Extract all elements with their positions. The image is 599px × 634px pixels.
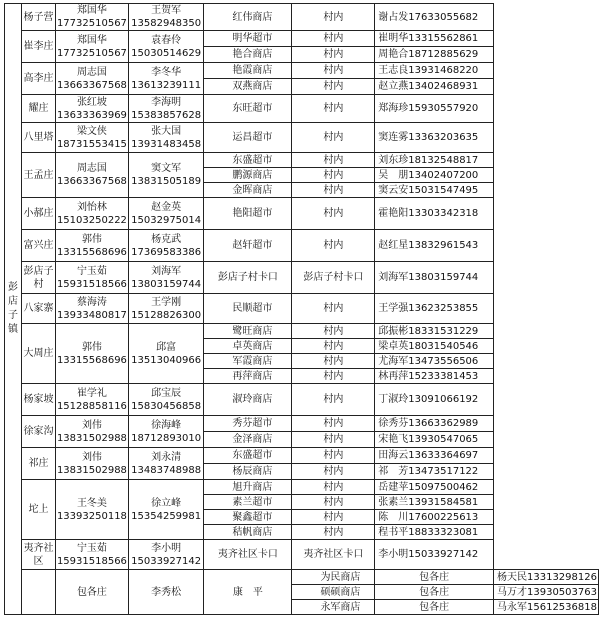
table-row <box>5 123 599 153</box>
shop-name: 金晖商店 <box>204 183 292 198</box>
shop-location: 村内 <box>292 480 375 495</box>
person1 <box>55 4 128 31</box>
shop-location: 村内 <box>292 324 375 339</box>
shop-location: 村内 <box>292 354 375 369</box>
town-cell: 彭店子镇 <box>5 4 22 615</box>
contact: 陈 川17600225613 <box>375 510 494 525</box>
contact: 马万才13930503763 <box>494 585 599 600</box>
contact: 徐秀芬13663362989 <box>375 416 494 432</box>
person2-line: 13803159744 <box>131 278 202 290</box>
person2-line: 王学刚 <box>151 296 182 308</box>
person1 <box>55 123 128 153</box>
shop-location: 村内 <box>292 339 375 354</box>
shop-location: 村内 <box>292 230 375 262</box>
person1-line: 崔学礼 <box>76 387 107 399</box>
shop-location: 村内 <box>292 153 375 168</box>
shop-name: 军霞商店 <box>204 354 292 369</box>
shop-location: 村内 <box>292 31 375 47</box>
person1-line: 13633363969 <box>56 109 127 121</box>
person1-line: 宁玉茹 <box>76 265 107 277</box>
contact: 梁卓英18031540546 <box>375 339 494 354</box>
person1-line: 13663367568 <box>56 79 127 91</box>
person1-line: 宁玉茹 <box>76 542 107 554</box>
person2 <box>128 63 203 95</box>
shop-name: 运昌超市 <box>204 123 292 153</box>
table-row <box>5 294 599 324</box>
person1-line: 刘怡林 <box>76 201 107 213</box>
shop-location: 村内 <box>292 384 375 416</box>
person2-line: 赵金英 <box>151 201 182 213</box>
shop-name: 卓英商店 <box>204 339 292 354</box>
shop-location: 彭店子村卡口 <box>292 262 375 294</box>
contact: 郑海珍15930557920 <box>375 95 494 123</box>
table-row <box>5 31 599 47</box>
village-name: 杨子营 <box>22 4 56 31</box>
person1 <box>55 95 128 123</box>
shop-name: 硕硕商店 <box>292 585 375 600</box>
town-cell-next <box>22 570 56 615</box>
shop-location: 包各庄 <box>375 570 494 585</box>
contact: 岳建苹15097500462 <box>375 480 494 495</box>
shop-location: 村内 <box>292 95 375 123</box>
person1-line: 郑国华 <box>76 34 107 46</box>
person2-line: 李海明 <box>151 96 182 108</box>
person2-line: 15128826300 <box>131 309 202 321</box>
person2-line: 李小明 <box>151 542 182 554</box>
shop-name: 永军商店 <box>292 600 375 615</box>
contact: 丁淑玲13091066192 <box>375 384 494 416</box>
person2 <box>128 448 203 480</box>
person2 <box>128 4 203 31</box>
person2-line: 15033927142 <box>131 555 202 567</box>
shop-location: 村内 <box>292 168 375 183</box>
person1-line: 13831502988 <box>56 464 127 476</box>
person2-line: 邱富 <box>156 341 177 353</box>
contact: 王学强13623253855 <box>375 294 494 324</box>
shop-location: 村内 <box>292 369 375 384</box>
person2-line: 徐立峰 <box>151 497 182 509</box>
shop-name: 为民商店 <box>292 570 375 585</box>
village-name: 包各庄 <box>55 570 128 615</box>
person2-line: 17369583386 <box>131 246 202 258</box>
person1-line: 13315568696 <box>56 246 127 258</box>
person1-line: 13933480817 <box>56 309 127 321</box>
person2 <box>128 416 203 448</box>
person2-line: 刘海军 <box>151 265 182 277</box>
person2-line: 15383857628 <box>131 109 202 121</box>
person2 <box>128 384 203 416</box>
person2-line: 张大国 <box>151 125 182 137</box>
table-row <box>5 570 599 585</box>
person2 <box>128 153 203 198</box>
table-row <box>5 4 599 31</box>
village-name: 小郝庄 <box>22 198 56 230</box>
person2 <box>128 198 203 230</box>
village-name: 杨家坡 <box>22 384 56 416</box>
village-name: 耀庄 <box>22 95 56 123</box>
person1 <box>55 153 128 198</box>
shop-location: 夷齐社区卡口 <box>292 540 375 570</box>
shop-location: 村内 <box>292 79 375 95</box>
person1-line: 13393250118 <box>56 510 127 522</box>
contact: 谢占发17633055682 <box>375 4 494 31</box>
shop-name: 红伟商店 <box>204 4 292 31</box>
village-name: 八家寨 <box>22 294 56 324</box>
shop-location: 村内 <box>292 123 375 153</box>
contact: 周艳合18712885629 <box>375 47 494 63</box>
table-row <box>5 416 599 432</box>
shop-location: 村内 <box>292 448 375 464</box>
shop-name: 艳合商店 <box>204 47 292 63</box>
village-name: 崔李庄 <box>22 31 56 63</box>
person1 <box>55 294 128 324</box>
person1-line: 15931518566 <box>56 555 127 567</box>
shop-name: 淑玲商店 <box>204 384 292 416</box>
shop-location: 村内 <box>292 525 375 540</box>
contact: 刘东珍18132548817 <box>375 153 494 168</box>
shop-location: 村内 <box>292 495 375 510</box>
shop-location: 村内 <box>292 47 375 63</box>
table-row <box>5 324 599 339</box>
person2-line: 13613239111 <box>131 79 202 91</box>
shop-name: 彭店子村卡口 <box>204 262 292 294</box>
shop-location: 村内 <box>292 416 375 432</box>
person2-line: 刘永清 <box>151 451 182 463</box>
person1 <box>55 324 128 384</box>
person2-line: 15030514629 <box>131 47 202 59</box>
contact: 窦连雾13363203635 <box>375 123 494 153</box>
table-row <box>5 95 599 123</box>
shop-name: 夷齐社区卡口 <box>204 540 292 570</box>
contact: 张素兰13931584581 <box>375 495 494 510</box>
shop-name: 明华超市 <box>204 31 292 47</box>
person2-line: 13582948350 <box>131 18 202 29</box>
person1-line: 18731553415 <box>56 138 127 150</box>
person2 <box>128 31 203 63</box>
table-row <box>5 384 599 416</box>
contact: 杨天民13313298126 <box>494 570 599 585</box>
contact: 刘海军13803159744 <box>375 262 494 294</box>
contact: 李小明15033927142 <box>375 540 494 570</box>
table-row <box>5 63 599 79</box>
contact: 崔明华13315562861 <box>375 31 494 47</box>
shop-name: 旭升商店 <box>204 480 292 495</box>
person2-line: 徐海峰 <box>151 419 182 431</box>
person1-line: 郭伟 <box>81 341 102 353</box>
village-name: 祁庄 <box>22 448 56 480</box>
person1-line: 郑国华 <box>76 5 107 16</box>
contact: 邱振彬18331531229 <box>375 324 494 339</box>
person2 <box>128 123 203 153</box>
person1-line: 蔡海涛 <box>76 296 107 308</box>
shop-name: 再萍商店 <box>204 369 292 384</box>
person1-line: 13663367568 <box>56 176 127 187</box>
table-row <box>5 230 599 262</box>
village-name: 富兴庄 <box>22 230 56 262</box>
shop-name: 聚鑫超市 <box>204 510 292 525</box>
shop-name: 金泽商店 <box>204 432 292 448</box>
person1-line: 13315568696 <box>56 354 127 366</box>
shop-name: 民顺超市 <box>204 294 292 324</box>
shop-location: 包各庄 <box>375 585 494 600</box>
village-name: 大周庄 <box>22 324 56 384</box>
shop-location: 村内 <box>292 183 375 198</box>
person2-line: 13831505189 <box>131 176 202 187</box>
contact: 田海云13633364697 <box>375 448 494 464</box>
person1 <box>55 63 128 95</box>
shop-name: 东旺超市 <box>204 95 292 123</box>
person1-line: 李秀松 <box>151 586 182 598</box>
person2 <box>128 262 203 294</box>
person2-line: 13513040966 <box>131 354 202 366</box>
person1-line: 周志国 <box>76 66 107 78</box>
person1 <box>128 570 203 615</box>
person2 <box>128 230 203 262</box>
shop-name: 杨辰商店 <box>204 464 292 480</box>
person1-line: 梁文侠 <box>76 125 107 137</box>
person1 <box>55 230 128 262</box>
contact: 赵红星13832961543 <box>375 230 494 262</box>
person2-line: 杨克武 <box>151 233 182 245</box>
shop-name: 东盛超市 <box>204 448 292 464</box>
person2-line: 15032975014 <box>131 214 202 226</box>
person2 <box>204 570 292 615</box>
person1-line: 张红坡 <box>76 96 107 108</box>
table-row <box>5 262 599 294</box>
person1 <box>55 416 128 448</box>
contact: 宋艳飞13930547065 <box>375 432 494 448</box>
person1-line: 15103250222 <box>56 214 127 226</box>
person1-line: 17732510567 <box>56 18 127 29</box>
table-row <box>5 153 599 168</box>
person2-line: 15354259981 <box>131 510 202 522</box>
person2-line: 邱宝辰 <box>151 387 182 399</box>
contact: 王志良13931468220 <box>375 63 494 79</box>
shop-name: 艳阳超市 <box>204 198 292 230</box>
person2-line: 康 平 <box>232 586 263 598</box>
person2 <box>128 95 203 123</box>
person2-line: 13931483458 <box>131 138 202 150</box>
shop-location: 村内 <box>292 432 375 448</box>
table-row <box>5 540 599 570</box>
contact: 林再萍15233381453 <box>375 369 494 384</box>
contact: 窦云安15031547495 <box>375 183 494 198</box>
contact: 吴 朋13402407200 <box>375 168 494 183</box>
table-row <box>5 448 599 464</box>
person2-line: 王贺军 <box>151 5 182 16</box>
village-name: 坨上 <box>22 480 56 540</box>
shop-name: 秀芬超市 <box>204 416 292 432</box>
contact: 马永军15612536818 <box>494 600 599 615</box>
person1-line: 15128858116 <box>56 400 127 412</box>
person2-line: 15830456858 <box>131 400 202 412</box>
person2 <box>128 540 203 570</box>
shop-name: 双燕商店 <box>204 79 292 95</box>
table-row <box>5 198 599 230</box>
person1 <box>55 198 128 230</box>
person2-line: 袁春伶 <box>151 34 182 46</box>
person2 <box>128 294 203 324</box>
shop-location: 村内 <box>292 4 375 31</box>
shop-location: 村内 <box>292 294 375 324</box>
person1 <box>55 448 128 480</box>
shop-name: 鹏源商店 <box>204 168 292 183</box>
person2 <box>128 480 203 540</box>
shop-location: 村内 <box>292 63 375 79</box>
person1-line: 13831502988 <box>56 432 127 444</box>
contact: 祁 芳13473517122 <box>375 464 494 480</box>
shop-name: 素兰超市 <box>204 495 292 510</box>
shop-name: 秸帆商店 <box>204 525 292 540</box>
person1-line: 周志国 <box>76 163 107 174</box>
person1-line: 刘伟 <box>81 419 102 431</box>
village-shop-table <box>4 3 599 615</box>
person2-line: 窦文军 <box>151 163 182 174</box>
person1 <box>55 384 128 416</box>
shop-location: 包各庄 <box>375 600 494 615</box>
contact: 霍艳阳13303342318 <box>375 198 494 230</box>
shop-location: 村内 <box>292 510 375 525</box>
table-row <box>5 480 599 495</box>
person2-line: 18712893010 <box>131 432 202 444</box>
person1 <box>55 540 128 570</box>
person1-line: 王冬美 <box>76 497 107 509</box>
village-name: 高李庄 <box>22 63 56 95</box>
village-name: 彭店子村 <box>22 262 56 294</box>
person1-line: 刘伟 <box>81 451 102 463</box>
shop-name: 赵轩超市 <box>204 230 292 262</box>
person2-line: 李冬华 <box>151 66 182 78</box>
village-name: 八里塔 <box>22 123 56 153</box>
contact: 程书平18833323081 <box>375 525 494 540</box>
person1 <box>55 480 128 540</box>
village-name: 夷齐社区 <box>22 540 56 570</box>
person1-line: 郭伟 <box>81 233 102 245</box>
contact: 赵立燕13402468931 <box>375 79 494 95</box>
village-name: 徐家沟 <box>22 416 56 448</box>
shop-location: 村内 <box>292 464 375 480</box>
contact: 尤海军13473556506 <box>375 354 494 369</box>
person1 <box>55 31 128 63</box>
person2 <box>128 324 203 384</box>
person2-line: 13483748988 <box>131 464 202 476</box>
person1-line: 17732510567 <box>56 47 127 59</box>
shop-name: 东盛超市 <box>204 153 292 168</box>
shop-location: 村内 <box>292 198 375 230</box>
person1 <box>55 262 128 294</box>
shop-name: 鹭旺商店 <box>204 324 292 339</box>
person1-line: 15931518566 <box>56 278 127 290</box>
shop-name: 艳霞商店 <box>204 63 292 79</box>
village-name: 王孟庄 <box>22 153 56 198</box>
